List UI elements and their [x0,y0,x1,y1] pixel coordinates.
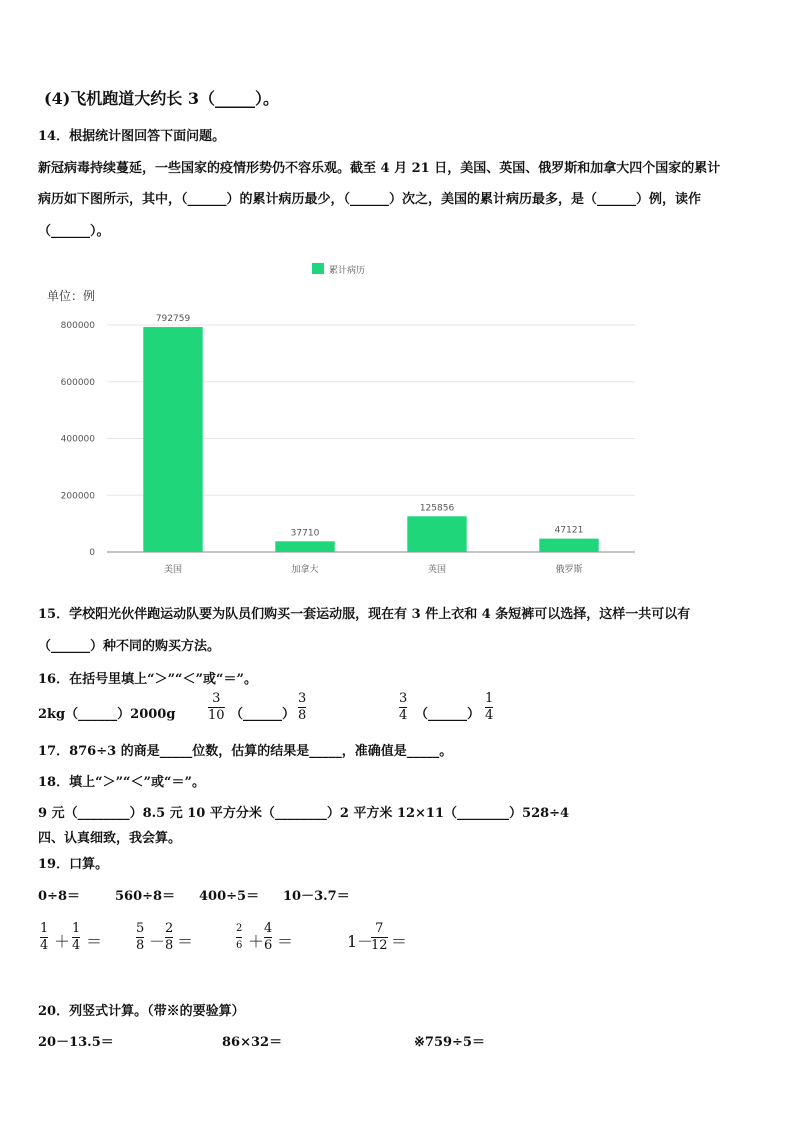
legend-swatch [312,263,324,274]
vertical-calc-1: 20－13.5＝ [38,1035,114,1050]
mental-calc-2: 560÷8＝ [115,889,176,904]
numerator: 1 [72,921,81,936]
question-17-text: 17．876÷3 的商是_____位数，估算的结果是_____，准确值是_____。 [38,744,453,759]
numerator: 1 [485,691,494,706]
numerator: 3 [298,691,307,706]
denominator: 6 [236,940,243,951]
denominator: 8 [298,708,307,723]
mental-calc-4: 10－3.7＝ [283,889,350,904]
equals-sign: ＝ [177,932,194,951]
fraction-3-8 [298,692,306,723]
y-tick-label: 200000 [60,491,95,502]
denominator: 8 [165,938,174,953]
section-4-title: 四、认真细致，我会算。 [38,831,182,846]
operator: － [149,932,166,951]
fraction [72,922,80,953]
denominator: 4 [40,938,49,953]
numerator: 5 [136,921,145,936]
mental-calc-3: 400÷5＝ [199,889,260,904]
unit-label: 单位：例 [47,289,96,303]
question-19-title: 19．口算。 [38,857,109,872]
data-label: 792759 [155,314,191,325]
question-4-text: (4)飞机跑道大约长 3（_____）。 [44,89,279,108]
numerator: 3 [399,691,408,706]
fraction-3-4 [399,692,407,723]
bar [539,539,598,552]
fraction [371,922,388,953]
equals-sign: ＝ [277,932,294,951]
question-14-title: 14．根据统计图回答下面问题。 [38,129,226,144]
answer-blank: （______） [415,707,481,722]
equals-sign: ＝ [391,932,408,951]
denominator: 4 [72,938,81,953]
denominator: 6 [264,938,273,953]
denominator: 8 [136,938,145,953]
vertical-calc-2: 86×32＝ [222,1035,283,1050]
denominator: 10 [208,708,225,723]
denominator: 4 [399,708,408,723]
fraction-3-10 [208,692,225,723]
bar [407,516,466,552]
question-20-title: 20．列竖式计算。（带※的要验算） [38,1004,245,1019]
answer-blank: （______） [230,707,296,722]
vertical-calc-3: ※759÷5＝ [414,1035,485,1050]
denominator: 12 [371,938,388,953]
data-label: 37710 [290,528,320,539]
x-tick-label: 美国 [163,565,183,575]
bar [275,541,334,552]
question-14-line-3: （______）。 [38,224,110,239]
fraction-bar [236,937,242,938]
operator: ＋ [54,932,71,951]
whole-minus: 1－ [347,932,374,951]
fraction [40,922,48,953]
numerator: 7 [375,921,384,936]
numerator: 2 [236,923,243,934]
question-16-item-1: 2kg（______）2000g [38,707,176,722]
data-label: 125856 [419,503,455,514]
denominator: 4 [485,708,494,723]
question-16-title: 16．在括号里填上“＞”“＜”或“＝”。 [38,672,257,687]
question-18-title: 18．填上“＞”“＜”或“＝”。 [38,775,205,790]
mental-calc-1: 0÷8＝ [38,889,80,904]
fraction [236,922,242,953]
numerator: 3 [212,691,221,706]
question-18-items: 9 元（________）8.5 元 10 平方分米（________）2 平方米 12×11（________）528÷4 [38,806,570,821]
y-tick-label: 600000 [60,377,95,388]
question-14-line-1: 新冠病毒持续蔓延，一些国家的疫情形势仍不容乐观。截至 4 月 21 日，美国、英国、俄罗斯和加拿大四个国家的累计 [38,161,721,176]
bar [143,327,202,552]
data-label: 47121 [554,525,584,536]
fraction-1-4 [485,692,493,723]
question-15-line-2: （______）种不同的购买方法。 [38,639,221,654]
fraction [136,922,144,953]
operator: ＋ [248,932,265,951]
x-tick-label: 英国 [427,565,447,575]
bar-chart [30,255,650,585]
legend-label: 累计病历 [329,266,366,276]
y-tick-label: 0 [89,548,95,558]
y-tick-label: 800000 [60,321,95,331]
numerator: 2 [165,921,174,936]
numerator: 1 [40,921,49,936]
x-tick-label: 俄罗斯 [555,565,583,575]
fraction [165,922,173,953]
fraction [264,922,272,953]
y-tick-label: 400000 [60,434,95,445]
equals-sign: ＝ [86,932,103,951]
x-tick-label: 加拿大 [291,565,319,575]
question-15-line-1: 15．学校阳光伙伴跑运动队要为队员们购买一套运动服，现在有 3 件上衣和 4 条短裤可以选择，这样一共可以有 [38,607,691,622]
numerator: 4 [264,921,273,936]
question-14-line-2: 病历如下图所示，其中，（______）的累计病历最少，（______）次之，美国的累计病历最多，是（______）例，读作 [38,192,702,207]
